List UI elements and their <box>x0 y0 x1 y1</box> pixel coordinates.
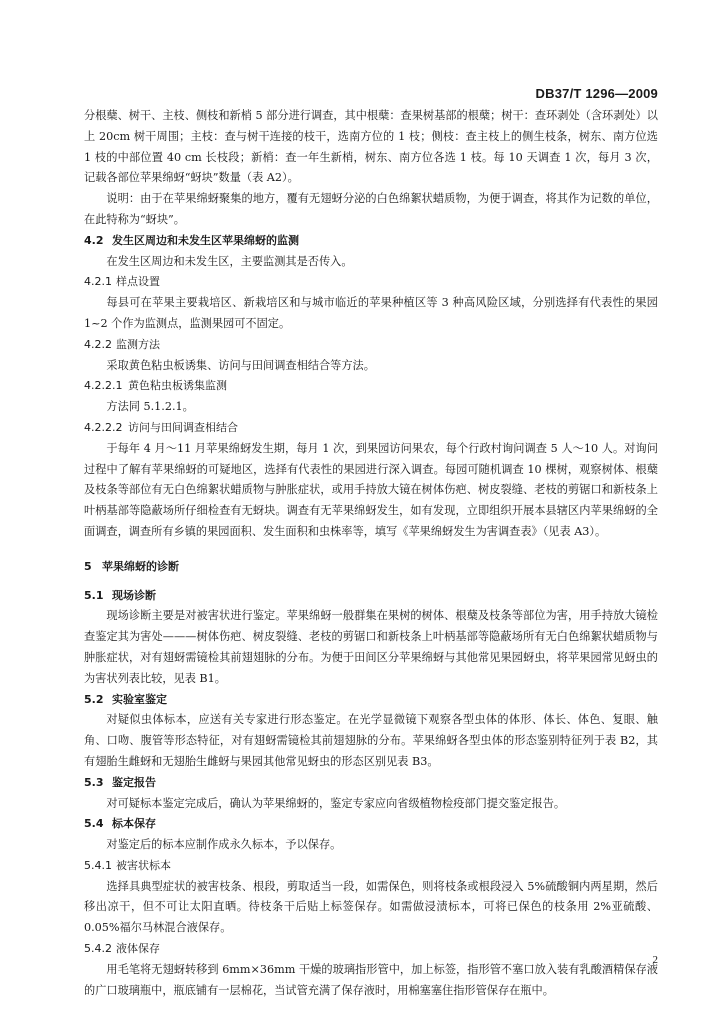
heading-number: 4.2.1 <box>84 275 112 289</box>
heading-number: 4.2 <box>84 233 104 247</box>
heading-number: 5.1 <box>84 588 104 602</box>
paragraph: 对疑似虫体标本，应送有关专家进行形态鉴定。在光学显微镜下观察各型虫体的体形、体长、体色、复眼、触角、口吻、腹管等形态特征，对有翅蚜需镜检其前翅翅脉的分布。苹果绵蚜各型虫体的形态鉴别特征列于表 B2，其有翅胎生雌蚜和无翅胎生雌蚜与果园其他常见蚜虫的形态区别见表 B3。 <box>84 713 658 768</box>
heading-number: 4.2.2.2 <box>84 420 123 434</box>
section-heading <box>84 586 658 607</box>
paragraph: 说明：由于在苹果绵蚜聚集的地方，覆有无翅蚜分泌的白色绵絮状蜡质物，为便于调查，将其作为记数的单位，在此特称为“蚜块”。 <box>84 192 658 226</box>
paragraph: 现场诊断主要是对被害状进行鉴定。苹果绵蚜一般群集在果树的树体、根蘖及枝条等部位为害，用手持放大镜检查鉴定其为害处———树体伤疤、树皮裂缝、老枝的剪锯口和新枝条上叶柄基部等隐蔽场所有无白色绵絮状蜡质物与肿胀症状，对有翅蚜需镜检其前翅翅脉的分布。为便于田间区分苹果绵蚜与其他常见果园蚜虫，将苹果园常见蚜虫的为害状列表比较，见表 B1。 <box>84 609 658 685</box>
section-heading <box>84 773 658 794</box>
paragraph: 对鉴定后的标本应制作成永久标本，予以保存。 <box>106 838 342 852</box>
paragraph: 采取黄色粘虫板诱集、访问与田间调查相结合等方法。 <box>106 358 375 372</box>
document-body <box>84 106 658 1001</box>
heading-number: 5.4.2 <box>84 942 112 956</box>
heading-title: 样点设置 <box>116 275 160 289</box>
heading-number: 5.3 <box>84 775 104 789</box>
heading-title: 发生区周边和未发生区苹果绵蚜的监测 <box>112 233 299 247</box>
heading-title: 现场诊断 <box>112 588 156 602</box>
heading-title: 苹果绵蚜的诊断 <box>102 559 179 573</box>
heading-title: 实验室鉴定 <box>112 692 167 706</box>
paragraph: 在发生区周边和未发生区，主要监测其是否传入。 <box>106 254 353 268</box>
paragraph: 于每年 4 月～11 月苹果绵蚜发生期，每月 1 次，到果园访问果农，每个行政村询问调查 5 人～10 人。对询问过程中了解有苹果绵蚜的可疑地区，选择有代表性的果园进行深入调查。每园可随机调查 10 棵树，观察树体、根蘖及枝条等部位有无白色绵絮状蜡质物与肿胀症状，或用手持放大镜在树体伤疤、树皮裂缝、老枝的剪锯口和新枝条上叶柄基部等隐蔽场所仔细检查有无蚜块。调查有无苹果绵蚜发生，如有发现，立即组织开展本县辖区内苹果绵蚜的全面调查，调查所有乡镇的果园面积、发生面积和虫株率等，填写《苹果绵蚜发生为害调查表》（见表 A3）。 <box>84 441 658 538</box>
section-heading <box>84 690 658 711</box>
paragraph: 分根蘖、树干、主枝、侧枝和新梢 5 部分进行调查，其中根蘖：查果树基部的根蘖；树干：查环剥处（含环剥处）以上 20cm 树干周围；主枝：查与树干连接的枝干，选南方位的 1 枝；侧枝：查主枝上的侧生枝条，树东、南方位选 1 枝的中部位置 40 cm 长枝段；新梢：查一年生新梢，树东、南方位各选 1 枝。每 10 天调查 1 次，每月 3 次，记载各部位苹果绵蚜“蚜块”数量（表 A2）。 <box>84 109 658 185</box>
paragraph: 选择具典型症状的被害枝条、根段，剪取适当一段，如需保色，则将枝条或根段浸入 5%硫酸铜内两星期，然后移出凉干，但不可让太阳直晒。待枝条干后贴上标签保存。如需做浸渍标本，可将已保色的枝条用 2%亚硫酸、0.05%福尔马林混合液保存。 <box>84 879 658 935</box>
heading-title: 标本保存 <box>112 817 156 831</box>
sub-heading <box>84 272 658 293</box>
heading-title: 被害状标本 <box>116 858 171 872</box>
sub-heading <box>84 939 658 960</box>
standard-code: DB37/T 1296—2009 <box>535 86 658 101</box>
heading-title: 液体保存 <box>116 942 160 956</box>
heading-title: 访问与田间调查相结合 <box>128 420 238 434</box>
section-heading <box>84 814 658 835</box>
heading-number: 5 <box>84 559 92 573</box>
paragraph: 每县可在苹果主要栽培区、新栽培区和与城市临近的苹果种植区等 3 种高风险区域，分别选择有代表性的果园 1~2 个作为监测点，监测果园可不固定。 <box>84 296 658 330</box>
paragraph: 对可疑标本鉴定完成后，确认为苹果绵蚜的，鉴定专家应向省级植物检疫部门提交鉴定报告。 <box>106 796 566 810</box>
sub-heading <box>84 856 658 877</box>
section-heading <box>84 231 658 252</box>
page-number: 2 <box>652 954 658 966</box>
heading-number: 4.2.2.1 <box>84 379 123 393</box>
subsub-heading <box>84 418 658 439</box>
subsub-heading <box>84 376 658 397</box>
heading-number: 5.4.1 <box>84 858 112 872</box>
paragraph: 方法同 5.1.2.1。 <box>106 400 194 414</box>
heading-title: 监测方法 <box>116 337 160 351</box>
heading-number: 5.2 <box>84 692 104 706</box>
heading-title: 黄色粘虫板诱集监测 <box>128 379 227 393</box>
heading-number: 4.2.2 <box>84 337 112 351</box>
chapter-heading <box>84 557 658 578</box>
heading-number: 5.4 <box>84 817 104 831</box>
heading-title: 鉴定报告 <box>112 775 156 789</box>
sub-heading <box>84 335 658 356</box>
paragraph: 用毛笔将无翅蚜转移到 6mm×36mm 干燥的玻璃指形管中，加上标签，指形管不塞口放入装有乳酸酒精保存液的广口玻璃瓶中，瓶底铺有一层棉花，当试管充满了保存液时，用棉塞塞住指形管保存在瓶中。 <box>84 962 658 997</box>
